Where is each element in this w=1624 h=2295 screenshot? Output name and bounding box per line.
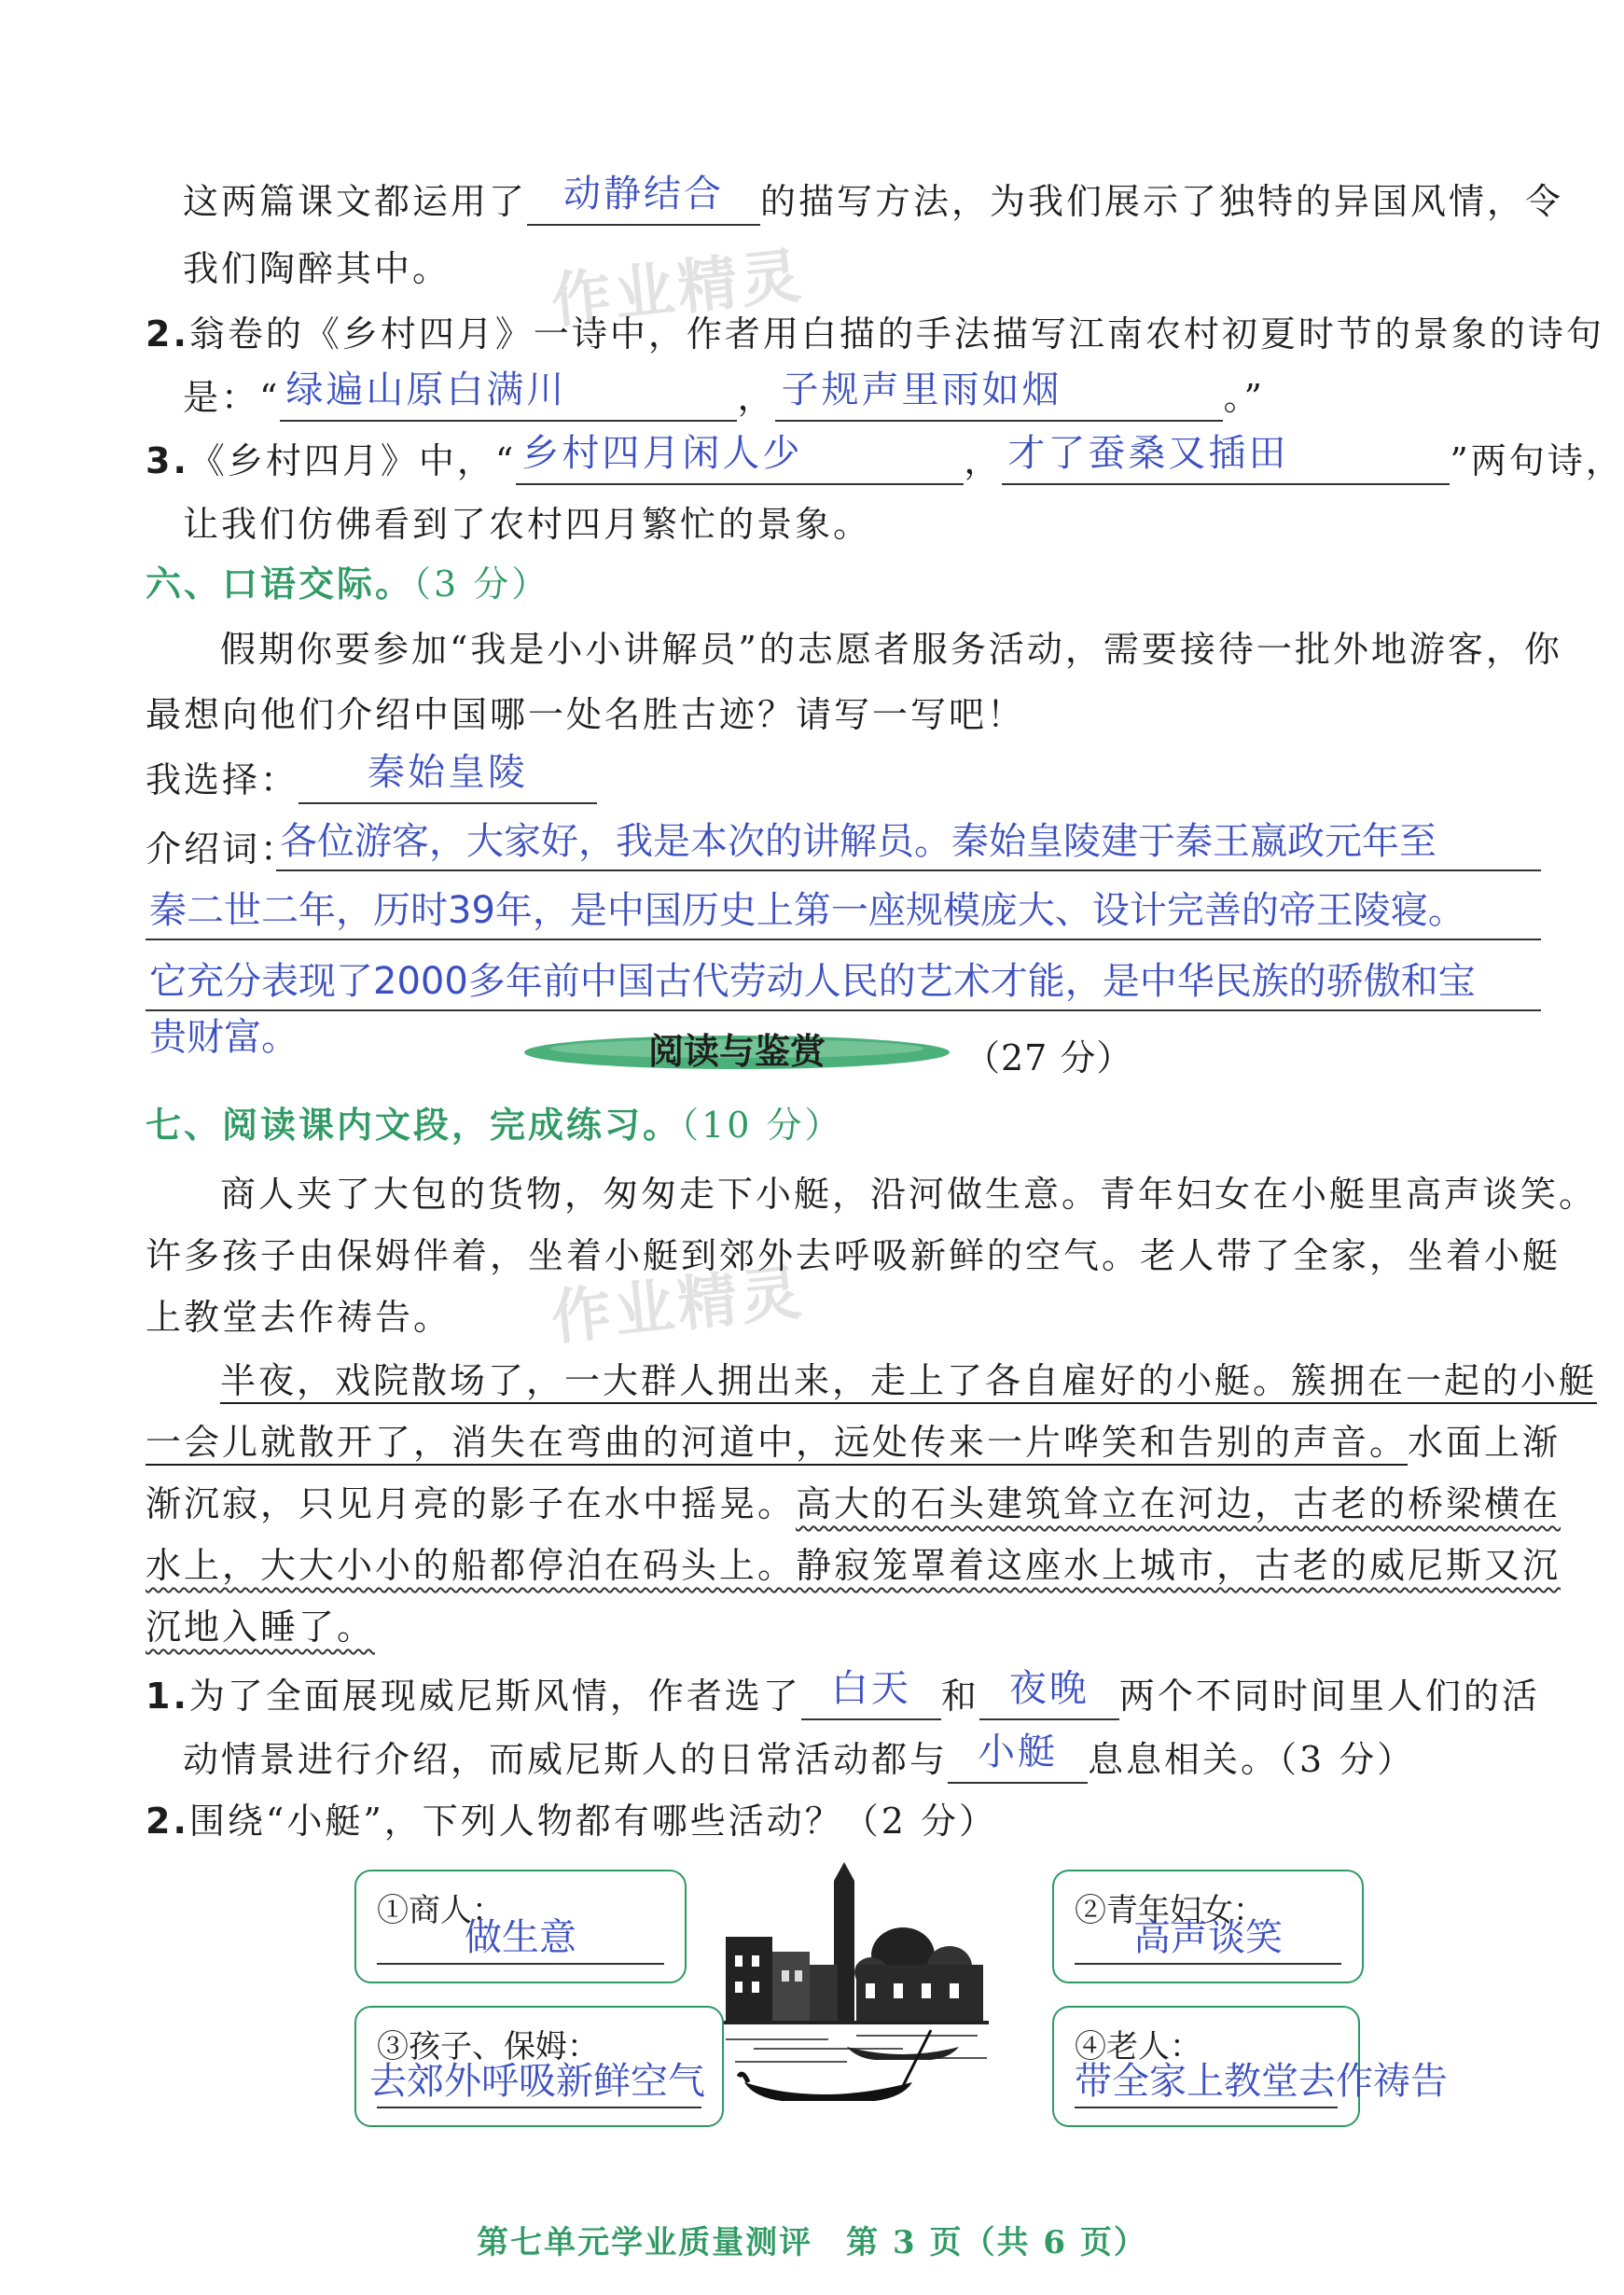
s5-q2-text: 翁卷的《乡村四月》一诗中，作者用白描的手法描写江南农村初夏时节的景象的诗句 <box>188 313 1604 355</box>
activity-box-answer: 高声谈笑 <box>1133 1916 1283 1959</box>
building-left-2 <box>772 1952 810 2021</box>
s7-q1-text: 动情景进行介绍，而威尼斯人的日常活动都与 <box>183 1739 949 1780</box>
s7-q2-number: 2. <box>146 1801 189 1842</box>
s5-q1-answer: 动静结合 <box>563 173 725 216</box>
s7-q1-text: 为了全面展现威尼斯风情，作者选了 <box>188 1676 801 1717</box>
s7-p1-line1: 商人夹了大包的货物，匆匆走下小艇，沿河做生意。青年妇女在小艇里高声谈笑。 <box>220 1174 1598 1215</box>
s6-choice-blank <box>298 751 597 804</box>
s5-q1-text: 的描写方法，为我们展示了独特的异国风情，令 <box>760 181 1564 222</box>
s7-p2-wavy: 沉地入睡了。 <box>146 1606 376 1648</box>
s7-p2-line4 <box>146 1541 1561 1590</box>
activity-box-label: ④老人： <box>1075 2028 1201 2066</box>
s6-para-line2: 最想向他们介绍中国哪一处名胜古迹？请写一写吧！ <box>146 694 1026 735</box>
activity-box-label: ①商人： <box>377 1892 504 1929</box>
s6-heading <box>146 560 549 608</box>
s7-q1-text: 两个不同时间里人们的活 <box>1118 1676 1540 1717</box>
s5-q2-sep: ， <box>737 377 776 418</box>
s7-p1-line2: 许多孩子由保姆伴着，坐着小艇到郊外去呼吸新鲜的空气。老人带了全家，坐着小艇 <box>146 1235 1562 1276</box>
venice-illustration <box>716 1862 989 2133</box>
basilica <box>856 1965 983 2021</box>
s7-q1-answer-2: 夜晚 <box>1008 1667 1090 1710</box>
s7-p2-underlined: 半夜，戏院散场了，一大群人拥出来，走上了各自雇好的小艇。簇拥在一起的小艇 <box>220 1360 1598 1401</box>
s5-q1-line1 <box>183 175 1563 226</box>
s5-q3-line2: 让我们仿佛看到了农村四月繁忙的景象。 <box>183 504 872 545</box>
window <box>735 1955 743 1967</box>
s7-p2-line5 <box>146 1603 375 1651</box>
activity-box-3 <box>354 2006 724 2127</box>
activity-box-line <box>377 2107 701 2108</box>
s7-p2-underlined: 一会儿就散开了，消失在弯曲的河道中，远处传来一片哗笑和告别的声音。 <box>146 1422 1409 1463</box>
s6-choice-answer: 秦始皇陵 <box>368 751 529 794</box>
s7-q1-line1 <box>146 1667 1540 1720</box>
s5-q3-line1 <box>146 432 1624 485</box>
s5-q3-sep: ， <box>964 440 1003 481</box>
page-footer: 第七单元学业质量测评 第 3 页（共 6 页） <box>477 2224 1147 2261</box>
building-left <box>726 1937 772 2021</box>
s7-p2-wavy: 水上，大大小小的船都停泊在码头上。静寂笼罩着这座水上城市，古老的威尼斯又沉 <box>146 1545 1562 1586</box>
s5-q1-blank <box>527 175 760 226</box>
activity-box-answer: 去郊外呼吸新鲜空气 <box>369 2060 705 2103</box>
bell-tower-spire <box>834 1862 854 1881</box>
s7-heading <box>146 1101 842 1149</box>
s5-q3-blank-1 <box>516 432 964 485</box>
s7-q1-number: 1. <box>146 1676 189 1717</box>
s7-q1-text: 和 <box>940 1676 979 1717</box>
s6-score: （3 分） <box>413 563 550 605</box>
s7-p2-line2 <box>146 1418 1561 1467</box>
s6-choice <box>146 751 597 804</box>
s5-q3-blank-2 <box>1002 432 1450 485</box>
s6-choice-label: 我选择： <box>146 759 299 800</box>
s7-q2-text: 围绕“小艇”，下列人物都有哪些活动？（2 分） <box>188 1801 998 1842</box>
s5-q3-answer-1: 乡村四月闲人少 <box>521 432 803 475</box>
s6-intro-answer-line4: 贵财富。 <box>149 1016 298 1059</box>
s7-p1-line3: 上教堂去作祷告。 <box>146 1297 452 1338</box>
s7-q1-blank-3 <box>948 1733 1088 1784</box>
s5-q2-answer-1: 绿遍山原白满川 <box>285 369 567 411</box>
activity-box-1 <box>354 1870 687 1983</box>
s6-intro-answer-line1: 各位游客，大家好，我是本次的讲解员。秦始皇陵建于秦王嬴政元年至 <box>280 820 1437 863</box>
s5-q3-answer-2: 才了蚕桑又插田 <box>1007 432 1289 475</box>
s7-heading-text: 七、阅读课内文段，完成练习。 <box>146 1104 682 1146</box>
waterline <box>716 2021 989 2024</box>
building-mid <box>810 1965 838 2021</box>
s7-p2-text: 渐沉寂，只见月亮的影子在水中摇晃。 <box>146 1483 797 1524</box>
window <box>922 1983 931 1998</box>
s6-para-line1: 假期你要参加“我是小小讲解员”的志愿者服务活动，需要接待一批外地游客，你 <box>220 629 1562 670</box>
window <box>752 1982 759 1993</box>
s7-q2-line <box>146 1797 997 1845</box>
s6-intro-rule-3 <box>146 1009 1541 1011</box>
s6-intro-rule-2 <box>146 939 1541 940</box>
section-banner <box>522 1026 951 1078</box>
s5-q2-number: 2. <box>146 313 189 355</box>
watermark: 作业精灵 <box>548 241 808 337</box>
s5-q3-text: 《乡村四月》中，“ <box>188 440 517 481</box>
window <box>795 1970 802 1982</box>
watermark: 作业精灵 <box>548 1258 808 1354</box>
s7-q1-answer-1: 白天 <box>830 1667 911 1710</box>
banner-score: （27 分） <box>965 1037 1133 1078</box>
activity-box-4 <box>1052 2006 1448 2127</box>
window <box>782 1970 789 1982</box>
s5-q2-text: 是：“ <box>183 377 281 418</box>
s5-q2-blank-2 <box>775 371 1223 422</box>
s6-intro-label: 介绍词： <box>146 828 299 869</box>
s5-q3-text: ”两句诗， <box>1450 440 1624 481</box>
window <box>894 1983 903 1998</box>
activity-box-answer: 做生意 <box>465 1916 576 1959</box>
s7-p2-line1 <box>220 1356 1597 1405</box>
window <box>752 1955 759 1967</box>
activity-box-line <box>1075 1963 1341 1965</box>
s6-intro-answer-line2: 秦二世二年，历时39年，是中国历史上第一座规模庞大、设计完善的帝王陵寝。 <box>149 889 1465 932</box>
s7-q1-text: 息息相关。（3 分） <box>1088 1739 1416 1780</box>
s7-p2-wavy: 高大的石头建筑耸立在河边，古老的桥梁横在 <box>796 1483 1562 1524</box>
s5-q1-text: 这两篇课文都运用了 <box>183 181 528 222</box>
s5-q3-number: 3. <box>146 440 189 481</box>
activity-box-label: ②青年妇女： <box>1075 1892 1265 1929</box>
s6-heading-text: 六、口语交际。 <box>146 563 414 605</box>
window <box>866 1983 875 1998</box>
activity-box-label: ③孩子、保姆： <box>377 2028 599 2066</box>
activity-box-line <box>377 1963 664 1965</box>
s5-q2-line2 <box>183 371 1265 422</box>
s5-q2-answer-2: 子规声里雨如烟 <box>781 369 1062 411</box>
window <box>950 1983 959 1998</box>
s7-q1-blank-1 <box>801 1667 941 1720</box>
s7-score: （10 分） <box>681 1105 843 1146</box>
banner-title: 阅读与鉴赏 <box>647 1031 826 1072</box>
s7-q1-line2 <box>183 1733 1415 1784</box>
activity-box-line <box>1075 2107 1338 2108</box>
s7-p2-text: 水面上渐 <box>1408 1422 1562 1463</box>
s5-q1-line2: 我们陶醉其中。 <box>183 248 451 289</box>
s6-intro-rule-1 <box>276 869 1541 871</box>
s5-q2-line1 <box>146 310 1604 358</box>
s7-q1-answer-3: 小艇 <box>978 1731 1059 1773</box>
s5-q2-blank-1 <box>280 371 737 422</box>
s5-q2-end: 。” <box>1223 377 1265 418</box>
s7-q1-blank-2 <box>979 1667 1119 1720</box>
window <box>735 1982 743 1993</box>
activity-box-2 <box>1052 1870 1364 1983</box>
activity-box-answer: 带全家上教堂去作祷告 <box>1075 2060 1448 2103</box>
s6-intro-answer-line3: 它充分表现了2000多年前中国古代劳动人民的艺术才能，是中华民族的骄傲和宝 <box>149 960 1476 1003</box>
s7-p2-line3 <box>146 1480 1561 1528</box>
